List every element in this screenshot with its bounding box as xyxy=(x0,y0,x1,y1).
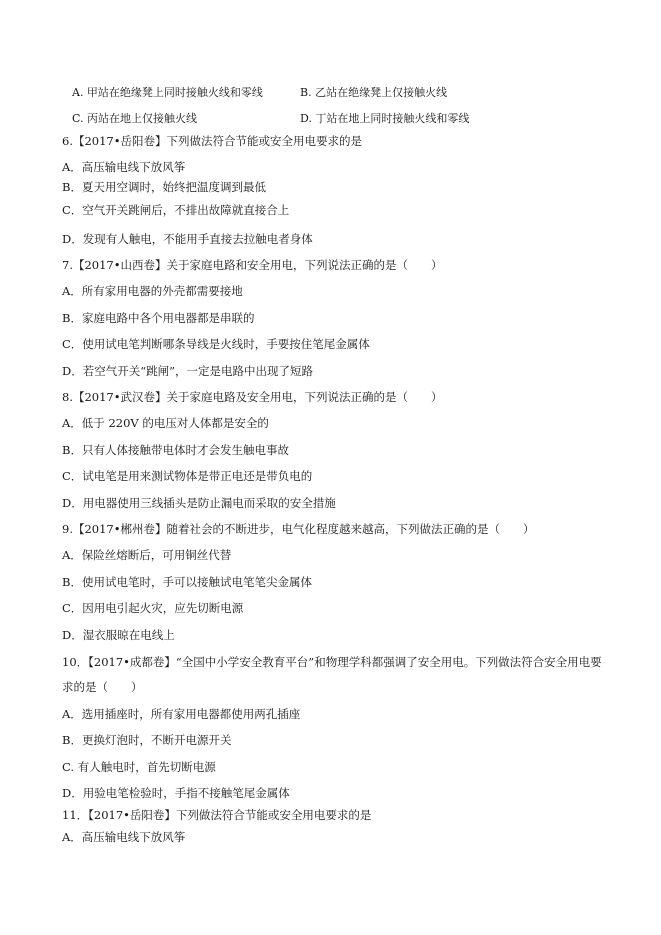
question-6-option-b: B．夏天用空调时，始终把温度调到最低 xyxy=(62,180,266,194)
question-9-option-c: C．因用电引起火灾，应先切断电源 xyxy=(62,601,244,615)
question-7-option-d: D．若空气开关“跳闸”，一定是电路中出现了短路 xyxy=(62,364,313,378)
question-10-option-c: C. 有人触电时，首先切断电源 xyxy=(62,760,216,774)
question-6-option-c: C．空气开关跳闸后，不排出故障就直接合上 xyxy=(62,203,290,217)
question-6-option-a: A．高压输电线下放风筝 xyxy=(62,160,186,174)
question-9-option-b: B．使用试电笔时，手可以接触试电笔笔尖金属体 xyxy=(62,575,312,589)
question-6-option-d: D．发现有人触电，不能用手直接去拉触电者身体 xyxy=(62,232,313,246)
question-8-option-c: C．试电笔是用来测试物体是带正电还是带负电的 xyxy=(62,469,313,483)
question-9-stem: 9.【2017•郴州卷】随着社会的不断进步，电气化程度越来越高，下列做法正确的是（ ） xyxy=(62,522,535,536)
question-10-option-a: A．选用插座时，所有家用电器都使用两孔插座 xyxy=(62,707,301,721)
question-7-stem: 7.【2017•山西卷】关于家庭电路和安全用电，下列说法正确的是（ ） xyxy=(62,258,443,272)
question-8-option-a: A．低于 220V 的电压对人体都是安全的 xyxy=(62,416,269,430)
option-prev-a: A. 甲站在绝缘凳上同时接触火线和零线 xyxy=(72,86,263,99)
question-10-option-d: D．用验电笔检验时，手指不接触笔尾金属体 xyxy=(62,786,290,800)
question-9-option-a: A．保险丝熔断后，可用铜丝代替 xyxy=(62,548,232,562)
question-10-stem: 10．【2017•成都卷】“全国中小学安全教育平台”和物理学科都强调了安全用电。下列做法符合安全用电要 xyxy=(62,655,602,669)
question-7-option-a: A．所有家用电器的外壳都需要接地 xyxy=(62,284,243,298)
question-8-stem: 8.【2017•武汉卷】关于家庭电路及安全用电，下列说法正确的是（ ） xyxy=(62,390,443,404)
question-11-stem: 11．【2017•岳阳卷】下列做法符合节能或安全用电要求的是 xyxy=(62,808,372,822)
option-prev-b: B. 乙站在绝缘凳上仅接触火线 xyxy=(300,86,448,99)
question-8-option-d: D．用电器使用三线插头是防止漏电而采取的安全措施 xyxy=(62,496,336,510)
question-6-stem: 6.【2017•岳阳卷】下列做法符合节能或安全用电要求的是 xyxy=(62,134,363,148)
question-8-option-b: B．只有人体接触带电体时才会发生触电事故 xyxy=(62,443,289,457)
question-10-stem-continued: 求的是（ ） xyxy=(62,680,143,694)
question-7-option-b: B．家庭电路中各个用电器都是串联的 xyxy=(62,311,255,325)
question-11-option-a: A．高压输电线下放风筝 xyxy=(62,830,186,844)
question-9-option-d: D．湿衣服晾在电线上 xyxy=(62,628,175,642)
option-prev-d: D. 丁站在地上同时接触火线和零线 xyxy=(300,112,470,125)
option-prev-c: C. 丙站在地上仅接触火线 xyxy=(72,112,198,125)
question-7-option-c: C．使用试电笔判断哪条导线是火线时，手要按住笔尾金属体 xyxy=(62,337,370,351)
question-10-option-b: B．更换灯泡时，不断开电源开关 xyxy=(62,733,232,747)
